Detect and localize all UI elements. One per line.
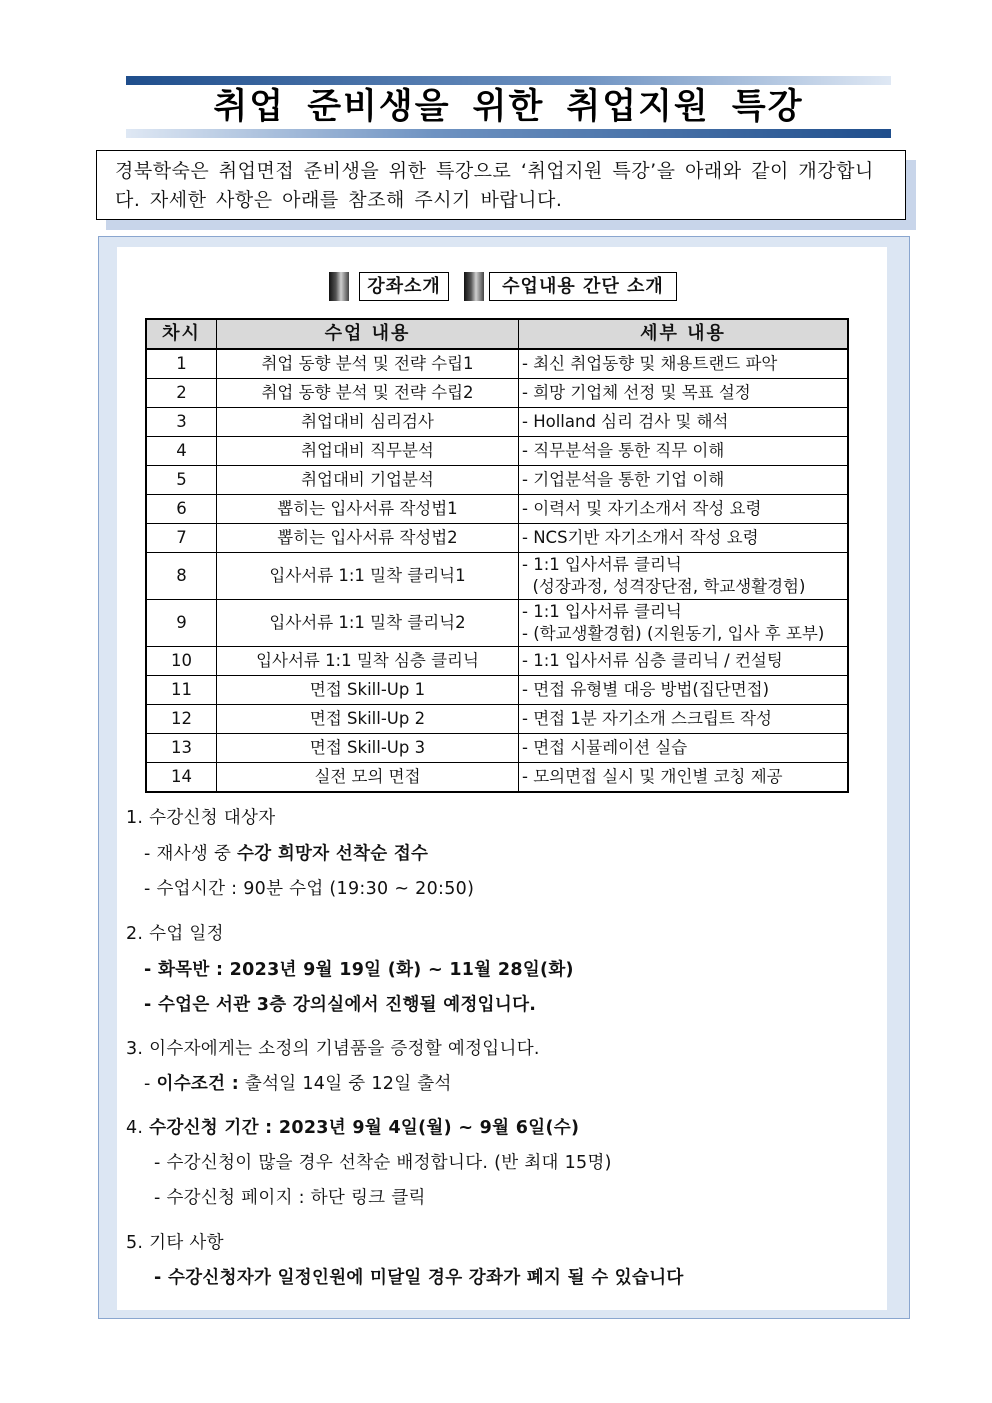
course-title: 취업대비 기업분석 — [217, 466, 519, 495]
note-4-item-a: - 수강신청이 많을 경우 선착순 배정합니다. (반 최대 15명) — [154, 1153, 612, 1173]
course-details — [519, 600, 849, 647]
course-details — [519, 466, 849, 495]
session-number: 9 — [146, 600, 217, 647]
section-tab-summary: 수업내용 간단 소개 — [489, 272, 677, 301]
table-row — [146, 647, 848, 676]
course-title: 입사서류 1:1 밀착 클리닉2 — [217, 600, 519, 647]
course-title: 입사서류 1:1 밀착 클리닉1 — [217, 553, 519, 600]
detail-line: (성장과정, 성격장단점, 학교생활경험) — [522, 577, 806, 596]
table-row — [146, 734, 848, 763]
section-marker-icon — [329, 272, 349, 301]
detail-line: - 희망 기업체 선정 및 목표 설정 — [522, 383, 751, 402]
section-marker-icon — [464, 272, 484, 301]
note-4-heading-bold: 수강신청 기간 : 2023년 9월 4일(월) ~ 9월 6일(수) — [149, 1118, 580, 1138]
table-row — [146, 466, 848, 495]
note-1-item-a-bold: 수강 희망자 선착순 접수 — [237, 844, 429, 864]
course-title: 뽑히는 입사서류 작성법2 — [217, 524, 519, 553]
session-number: 7 — [146, 524, 217, 553]
course-title: 실전 모의 면접 — [217, 763, 519, 793]
page-title: 취업 준비생을 위한 취업지원 특강 — [213, 87, 804, 127]
course-details — [519, 676, 849, 705]
session-number: 14 — [146, 763, 217, 793]
table-row — [146, 349, 848, 379]
note-3-item-a — [144, 1070, 452, 1095]
session-number: 6 — [146, 495, 217, 524]
header-course: 수업 내용 — [217, 319, 519, 349]
course-details — [519, 553, 849, 600]
course-title: 취업 동향 분석 및 전략 수립2 — [217, 379, 519, 408]
course-details — [519, 437, 849, 466]
session-number: 10 — [146, 647, 217, 676]
note-1-item-a-text: - 재사생 중 — [144, 844, 238, 864]
session-number: 8 — [146, 553, 217, 600]
note-3-heading: 3. 이수자에게는 소정의 기념품을 증정할 예정입니다. — [126, 1039, 540, 1059]
course-details — [519, 524, 849, 553]
note-4-item-b: - 수강신청 페이지 : 하단 링크 클릭 — [154, 1188, 426, 1208]
session-number: 4 — [146, 437, 217, 466]
note-3-item-a-dash: - — [144, 1074, 157, 1094]
detail-line: - 면접 1분 자기소개 스크립트 작성 — [522, 709, 772, 728]
session-number: 5 — [146, 466, 217, 495]
course-title: 취업 동향 분석 및 전략 수립1 — [217, 349, 519, 379]
table-row — [146, 437, 848, 466]
table-row — [146, 705, 848, 734]
detail-line: - 최신 취업동향 및 채용트랜드 파악 — [522, 354, 778, 373]
table-header-row — [146, 319, 848, 349]
title-banner — [126, 76, 891, 138]
note-4-heading-num: 4. — [126, 1118, 150, 1138]
course-title: 입사서류 1:1 밀착 심층 클리닉 — [217, 647, 519, 676]
detail-line: - (학교생활경험) (지원동기, 입사 후 포부) — [522, 624, 825, 643]
detail-line: - 1:1 입사서류 클리닉 — [522, 602, 682, 621]
title-bar-bottom — [126, 129, 891, 138]
note-5-item-a: - 수강신청자가 일정인원에 미달일 경우 강좌가 폐지 될 수 있습니다 — [154, 1268, 684, 1288]
note-2-item-b: - 수업은 서관 3층 강의실에서 진행될 예정입니다. — [144, 995, 537, 1015]
course-title: 면접 Skill-Up 2 — [217, 705, 519, 734]
detail-line: - NCS기반 자기소개서 작성 요령 — [522, 528, 759, 547]
course-title: 취업대비 직무분석 — [217, 437, 519, 466]
course-details — [519, 349, 849, 379]
note-3-item-a-bold: 이수조건 : — [156, 1074, 239, 1094]
course-details — [519, 647, 849, 676]
note-1-item-a — [144, 840, 428, 865]
detail-line: - 모의면접 실시 및 개인별 코칭 제공 — [522, 767, 783, 786]
course-details — [519, 495, 849, 524]
table-row — [146, 600, 848, 647]
note-4-heading — [126, 1114, 579, 1139]
session-number: 12 — [146, 705, 217, 734]
table-row — [146, 553, 848, 600]
table-row — [146, 495, 848, 524]
course-details — [519, 705, 849, 734]
table-row — [146, 524, 848, 553]
course-details — [519, 763, 849, 793]
section-tab-intro: 강좌소개 — [359, 272, 449, 301]
table-row — [146, 379, 848, 408]
detail-line: - 기업분석을 통한 기업 이해 — [522, 470, 725, 489]
detail-line: - Holland 심리 검사 및 해석 — [522, 412, 729, 431]
detail-line: - 이력서 및 자기소개서 작성 요령 — [522, 499, 762, 518]
course-details — [519, 408, 849, 437]
session-number: 3 — [146, 408, 217, 437]
detail-line: - 1:1 입사서류 심층 클리닉 / 컨설팅 — [522, 651, 783, 670]
note-2-heading: 2. 수업 일정 — [126, 924, 224, 944]
session-number: 13 — [146, 734, 217, 763]
course-title: 뽑히는 입사서류 작성법1 — [217, 495, 519, 524]
session-number: 11 — [146, 676, 217, 705]
note-3-item-a-text: 출석일 14일 중 12일 출석 — [239, 1074, 452, 1094]
header-details: 세부 내용 — [519, 319, 849, 349]
title-bar-top — [126, 76, 891, 85]
intro-text: 경북학숙은 취업면접 준비생을 위한 특강으로 ‘취업지원 특강’을 아래와 같이 개강합니다. 자세한 사항은 아래를 참조해 주시기 바랍니다. — [96, 150, 906, 220]
course-details — [519, 734, 849, 763]
schedule-table — [145, 318, 849, 793]
detail-line: - 1:1 입사서류 클리닉 — [522, 555, 682, 574]
course-title: 취업대비 심리검사 — [217, 408, 519, 437]
table-row — [146, 763, 848, 793]
note-1-heading: 1. 수강신청 대상자 — [126, 808, 276, 828]
course-title: 면접 Skill-Up 1 — [217, 676, 519, 705]
course-details — [519, 379, 849, 408]
table-row — [146, 676, 848, 705]
note-2-item-a: - 화목반 : 2023년 9월 19일 (화) ~ 11월 28일(화) — [144, 960, 574, 980]
header-session: 차시 — [146, 319, 217, 349]
table-row — [146, 408, 848, 437]
detail-line: - 직무분석을 통한 직무 이해 — [522, 441, 725, 460]
session-number: 1 — [146, 349, 217, 379]
detail-line: - 면접 시뮬레이션 실습 — [522, 738, 688, 757]
detail-line: - 면접 유형별 대응 방법(집단면접) — [522, 680, 770, 699]
session-number: 2 — [146, 379, 217, 408]
course-title: 면접 Skill-Up 3 — [217, 734, 519, 763]
note-1-item-b: - 수업시간 : 90분 수업 (19:30 ~ 20:50) — [144, 879, 475, 899]
note-5-heading: 5. 기타 사항 — [126, 1233, 224, 1253]
